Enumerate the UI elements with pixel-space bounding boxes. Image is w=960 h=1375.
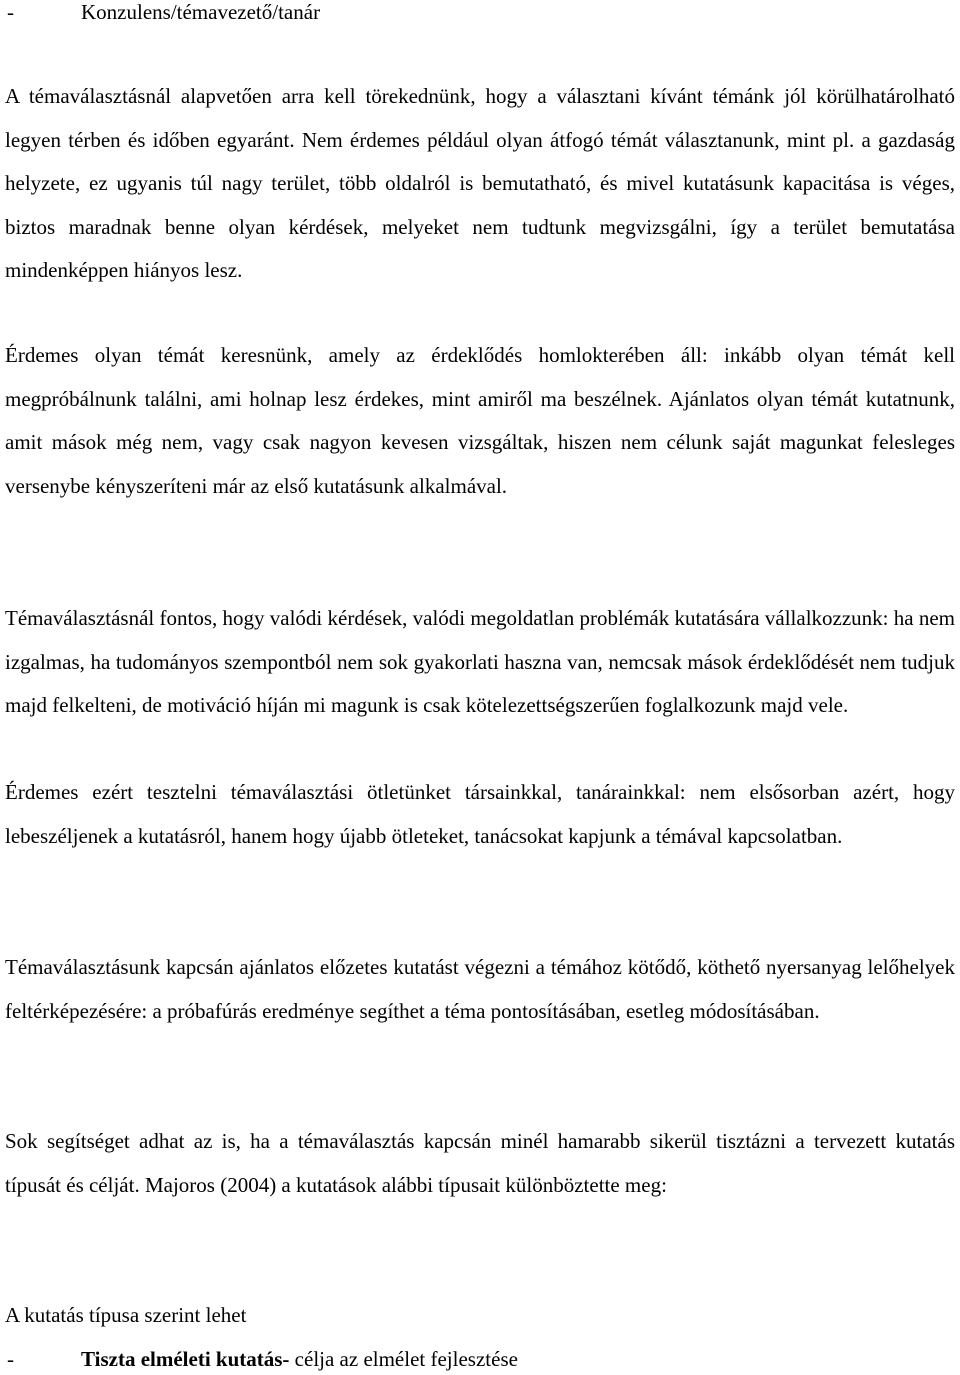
paragraph-real-questions: Témaválasztásnál fontos, hogy valódi kérdések, valódi megoldatlan problémák kutatására vállalkozzunk: ha nem izgalmas, ha tudományos szempontból nem sok gyakorlati haszna van, nemcsak mások érdeklődését nem tudjuk majd felkelteni, de motiváció híján mi magunk is csak kötelezettségszerűen foglalkozunk majd vele. [5,606,955,718]
list-item-supervisor [5,0,320,24]
paragraph-testing-ideas: Érdemes ezért tesztelni témaválasztási ötletünket társainkkal, tanárainkkal: nem elsősorban azért, hogy lebeszéljenek a kutatásról, hanem hogy újabb ötleteket, tanácsokat kapjunk a témával kapcsolatban. [5,780,955,848]
paragraph-research-types: Sok segítséget adhat az is, ha a témaválasztás kapcsán minél hamarabb sikerül tisztázni a tervezett kutatás típusát és célját. Majoros (2004) a kutatások alábbi típusait különböztette meg: [5,1129,955,1197]
list-item-description: célja az elmélet fejlesztése [289,1347,518,1371]
list-item-pure-theory [5,1347,518,1371]
paragraph-type-intro: A kutatás típusa szerint lehet [5,1303,247,1327]
paragraph-topic-interest: Érdemes olyan témát keresnünk, amely az érdeklődés homlokterében áll: inkább olyan témát kell megpróbálnunk találni, ami holnap lesz érdekes, mint amiről ma beszélnek. Ajánlatos olyan témát kutatnunk, amit mások még nem, vagy csak nagyon kevesen vizsgáltak, hiszen nem célunk saját magunkat felesleges versenybe kényszeríteni már az első kutatásunk alkalmával. [5,343,955,498]
list-dash: - [7,0,14,24]
list-dash: - [7,1347,14,1371]
paragraph-topic-scope: A témaválasztásnál alapvetően arra kell törekednünk, hogy a választani kívánt témánk jól körülhatárolható legyen térben és időben egyaránt. Nem érdemes például olyan átfogó témát választanunk, mint pl. a gazdaság helyzete, ez ugyanis túl nagy terület, több oldalról is bemutatható, és mivel kutatásunk kapacitása is véges, biztos maradnak benne olyan kérdések, melyeket nem tudtunk megvizsgálni, így a terület bemutatása mindenképpen hiányos lesz. [5,84,955,283]
list-item-term: Tiszta elméleti kutatás- [81,1347,290,1371]
paragraph-preliminary-research: Témaválasztásunk kapcsán ajánlatos előzetes kutatást végezni a témához kötődő, köthető nyersanyag lelőhelyek feltérképezésére: a próbafúrás eredménye segíthet a téma pontosításában, esetleg módosításában. [5,955,955,1023]
list-item-text: Konzulens/témavezető/tanár [81,0,321,24]
